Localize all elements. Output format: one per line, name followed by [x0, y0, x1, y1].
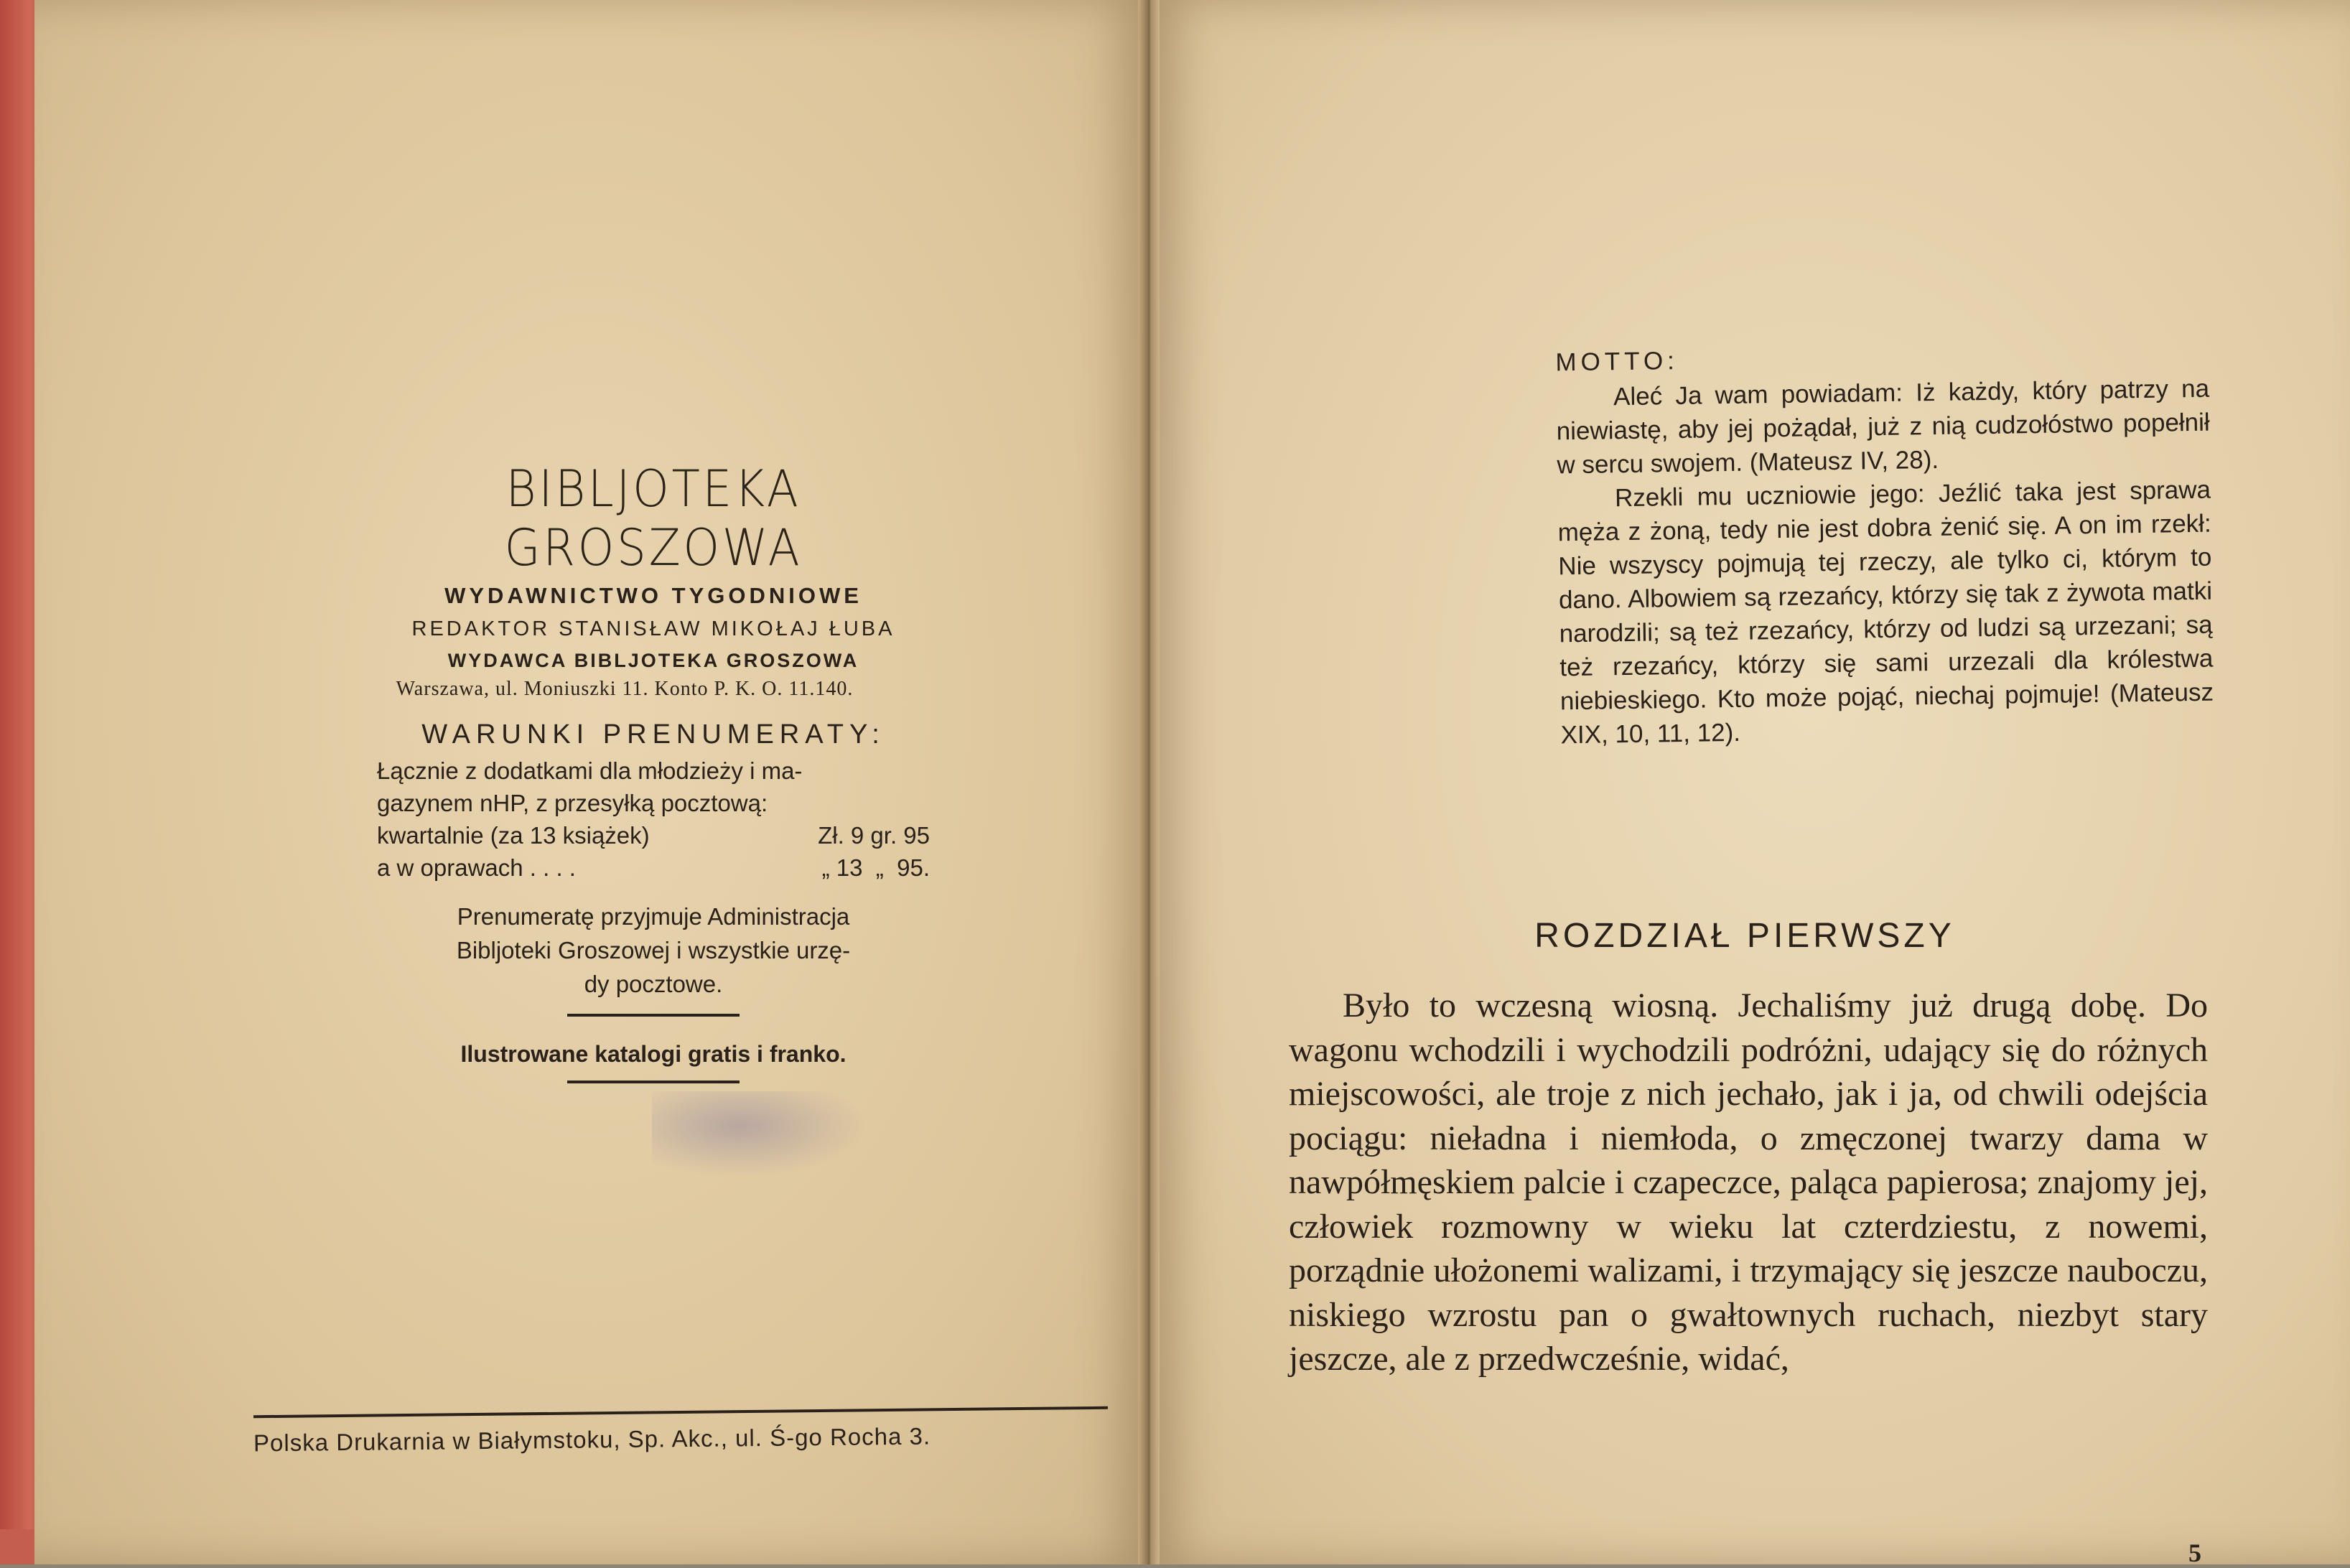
- price-bound-label: a w oprawach . . . .: [377, 854, 576, 881]
- motto-label: MOTTO:: [1555, 346, 1679, 377]
- issuer-line: WYDAWCA BIBLJOTEKA GROSZOWA: [447, 650, 859, 671]
- terms-heading: WARUNKI PRENUMERATY:: [421, 719, 885, 750]
- motto-paragraph: Rzekli mu uczniowie jego: Jeźlić taka jest sprawa męża z żoną, tedy nie jest dobra żenić się. A on im rzekł: Nie wszyscy pojmują tej rzeczy, ale tylko ci, którym to dano. Albowiem są rzezańcy, którzy się tak z żywota matki narodzili; są też rzezańcy, którzy od ludzi są urzezani; są też rzezańcy, którzy się sami urzezali dla królestwa niebieskiego. Kto może pojąć, niechaj pojmuje! (Mateusz XIX, 10, 11, 12).: [1557, 475, 2214, 750]
- motto-paragraph: Aleć Ja wam powiadam: Iż każdy, który patrzy na niewiastę, aby jej pożądał, już z nią cudzołóstwo popełnił w sercu swojem. (Mateusz IV, 28).: [1556, 374, 2210, 480]
- subscription-line: Prenumeratę przyjmuje Administracja: [457, 903, 850, 930]
- colophon: [330, 459, 976, 1096]
- left-page: [34, 0, 1149, 1564]
- price-bound: [377, 851, 930, 884]
- subscription-line: dy pocztowe.: [584, 971, 723, 997]
- page-number: 5: [2188, 1539, 2201, 1567]
- catalog-line: Ilustrowane katalogi gratis i franko.: [460, 1041, 847, 1067]
- book-gutter: [1138, 0, 1160, 1564]
- price-quarterly-value: Zł. 9 gr. 95: [818, 822, 930, 849]
- editor-line: REDAKTOR STANISŁAW MIKOŁAJ ŁUBA: [411, 617, 895, 640]
- terms-line: Łącznie z dodatkami dla młodzieży i ma-: [377, 757, 803, 784]
- chapter-title: ROZDZIAŁ PIERWSZY: [1534, 917, 1955, 955]
- divider-rule: [567, 1014, 740, 1017]
- subscription-info: [377, 900, 930, 1001]
- series-title: BIBLJOTEKA GROSZOWA: [504, 459, 803, 577]
- price-quarterly: [377, 819, 930, 851]
- subscription-line: Bibljoteki Groszowej i wszystkie urzę-: [456, 937, 851, 963]
- address-line: Warszawa, ul. Moniuszki 11. Konto P. K. O. 11.140.: [396, 678, 854, 700]
- price-bound-value: „ 13 „ 95.: [821, 854, 930, 881]
- chapter-text: Było to wczesną wiosną. Jechaliśmy już drugą dobę. Do wagonu wchodzili i wychodzili podróżni, udający się do różnych miejscowości, ale troje z nich jechało, jak i ja, od chwili odejścia pociągu: nieładna i niemłoda, o zmęczonej twarzy dama w nawpółmęskiem palcie i czapeczce, paląca papierosa; znajomy jej, człowiek rozmowny w wieku lat czterdziestu, z nowemi, porządnie ułożonemi walizami, i trzymający się jeszcze nauboczu, niskiego wzrostu pan o gwałtownych ruchach, niezbyt stary jeszcze, ale z przedwcześnie, widać,: [1289, 986, 2208, 1378]
- motto-block: [1555, 337, 2214, 752]
- printer-imprint: Polska Drukarnia w Białymstoku, Sp. Akc., ul. Ś-go Rocha 3.: [253, 1422, 931, 1457]
- divider-rule: [567, 1081, 740, 1083]
- price-quarterly-label: kwartalnie (za 13 książek): [377, 822, 650, 849]
- terms-body: [377, 755, 930, 884]
- terms-line: gazynem nHP, z przesyłką pocztową:: [377, 790, 768, 816]
- publisher-line: WYDAWNICTWO TYGODNIOWE: [444, 583, 862, 608]
- ink-stamp-smudge: [652, 1091, 867, 1177]
- printer-rule: [253, 1406, 1108, 1418]
